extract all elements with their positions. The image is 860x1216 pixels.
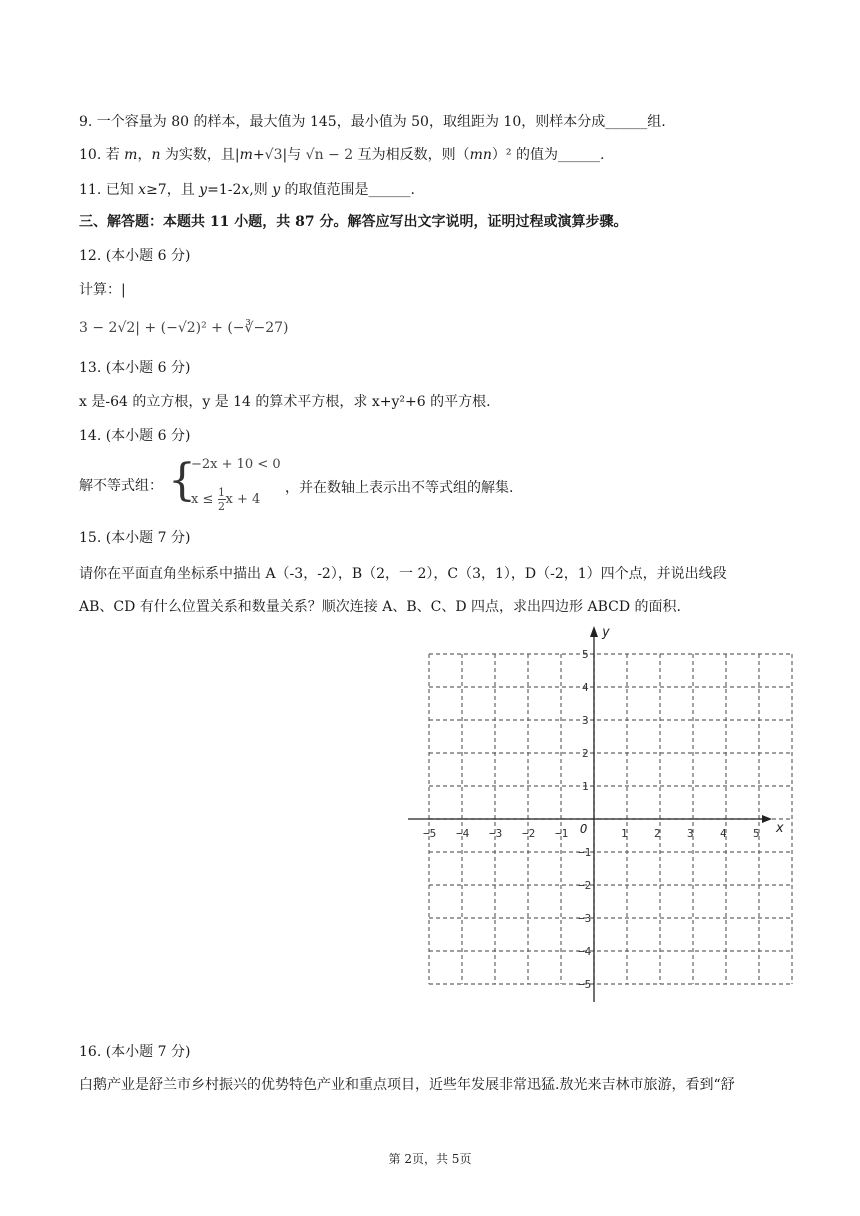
q10-text-f: 互为相反数，则（ <box>353 147 470 163</box>
section-3-heading: 三、解答题：本题共 11 小题，共 87 分。解答应写出文字说明，证明过程或演算步骤。 <box>79 214 628 230</box>
x-tick-label: 5 <box>753 827 760 840</box>
x-tick-label: −1 <box>555 827 569 840</box>
fraction-half <box>218 487 226 512</box>
sqrt3-math: √3 <box>264 147 283 163</box>
sqrt-n-math: √n − 2 <box>305 147 354 163</box>
question-11 <box>79 180 415 200</box>
q11-text-c: =1-2 <box>207 182 242 198</box>
question-15-line2: AB、CD 有什么位置关系和数量关系？顺次连接 A、B、C、D 四点，求出四边形 ABCD 的面积. <box>79 599 681 615</box>
x-axis-label: x <box>776 821 784 836</box>
question-16-line1: 白鹅产业是舒兰市乡村振兴的优势特色产业和重点项目，近些年发展非常迅猛.敖光来吉林市旅游，看到“舒 <box>79 1077 735 1093</box>
var-x: x <box>138 182 147 198</box>
question-12-prompt: 计算：| <box>79 282 126 298</box>
question-12-expression: 3 − 2√2| + (−√2)² + (−∛−27) <box>79 320 289 336</box>
q10-text-g: ）² 的值为______. <box>491 147 605 163</box>
question-15-header: 15. (本小题 7 分) <box>79 530 191 546</box>
question-9: 9. 一个容量为 80 的样本，最大值为 145，最小值为 50，取组距为 10，则样本分成______组. <box>79 114 666 130</box>
var-n: n <box>151 147 161 163</box>
x-tick-label: 2 <box>654 827 661 840</box>
q11-text: 11. 已知 <box>79 182 139 198</box>
x-tick-label: 3 <box>687 827 694 840</box>
coordinate-grid <box>400 620 800 1010</box>
y-tick-label: −5 <box>578 978 592 991</box>
frac-num: 1 <box>218 486 225 499</box>
var-m: m <box>124 147 138 163</box>
origin-label: O <box>580 822 588 836</box>
question-15-line1: 请你在平面直角坐标系中描出 A（-3，-2），B（2，一 2），C（3，1），D（-2，1）四个点，并说出线段 <box>79 566 727 582</box>
q10-plus: + <box>252 147 265 163</box>
inequality-2 <box>191 487 260 512</box>
q11-text-b: ≥7，且 <box>146 182 200 198</box>
y-tick-label: 4 <box>582 681 589 694</box>
y-tick-label: 1 <box>582 780 589 793</box>
ineq2-lhs: x ≤ <box>191 492 218 507</box>
page-footer: 第 2页，共 5页 <box>388 1152 472 1166</box>
var-m2: m <box>239 147 253 163</box>
q11-text-e: 的取值范围是______. <box>280 182 416 198</box>
y-tick-label: −4 <box>578 945 592 958</box>
question-10 <box>79 145 604 165</box>
x-tick-label: 4 <box>720 827 727 840</box>
y-tick-label: −1 <box>578 846 592 859</box>
y-tick-label: 5 <box>582 648 589 661</box>
question-16-header: 16. (本小题 7 分) <box>79 1044 191 1060</box>
y-axis-arrow <box>590 626 598 637</box>
var-mn: mn <box>469 147 492 163</box>
y-tick-label: 2 <box>582 747 589 760</box>
question-13-header: 13. (本小题 6 分) <box>79 360 191 376</box>
y-tick-label: −3 <box>578 912 592 925</box>
question-14-header: 14. (本小题 6 分) <box>79 428 191 444</box>
question-14-tail: ，并在数轴上表示出不等式组的解集. <box>285 480 514 496</box>
q10-text-b: 为实数，且| <box>160 147 240 163</box>
x-axis-arrow <box>762 815 772 823</box>
question-13-text: x 是-64 的立方根，y 是 14 的算术平方根，求 x+y²+6 的平方根. <box>79 394 491 410</box>
system-brace: { <box>168 455 196 506</box>
question-12-header: 12. (本小题 6 分) <box>79 248 191 264</box>
ineq2-rhs: x + 4 <box>225 492 261 507</box>
q10-text-e: |与 <box>282 147 306 163</box>
var-y: y <box>199 182 208 198</box>
inequality-1: −2x + 10 < 0 <box>191 457 281 472</box>
question-14-prompt: 解不等式组： <box>79 478 163 494</box>
q10-text: 10. 若 <box>79 147 125 163</box>
frac-den: 2 <box>218 500 225 513</box>
y-axis-label: y <box>602 625 610 640</box>
x-tick-label: −2 <box>522 827 536 840</box>
y-tick-label: −2 <box>578 879 592 892</box>
y-tick-label: 3 <box>582 714 589 727</box>
q10-sep: ， <box>137 147 152 163</box>
var-y2: y <box>272 182 281 198</box>
q11-text-d: ,则 <box>249 182 273 198</box>
x-tick-label: −3 <box>489 827 503 840</box>
x-tick-label: 1 <box>621 827 628 840</box>
x-tick-label: −5 <box>423 827 437 840</box>
var-x2: x <box>241 182 250 198</box>
x-tick-label: −4 <box>456 827 470 840</box>
